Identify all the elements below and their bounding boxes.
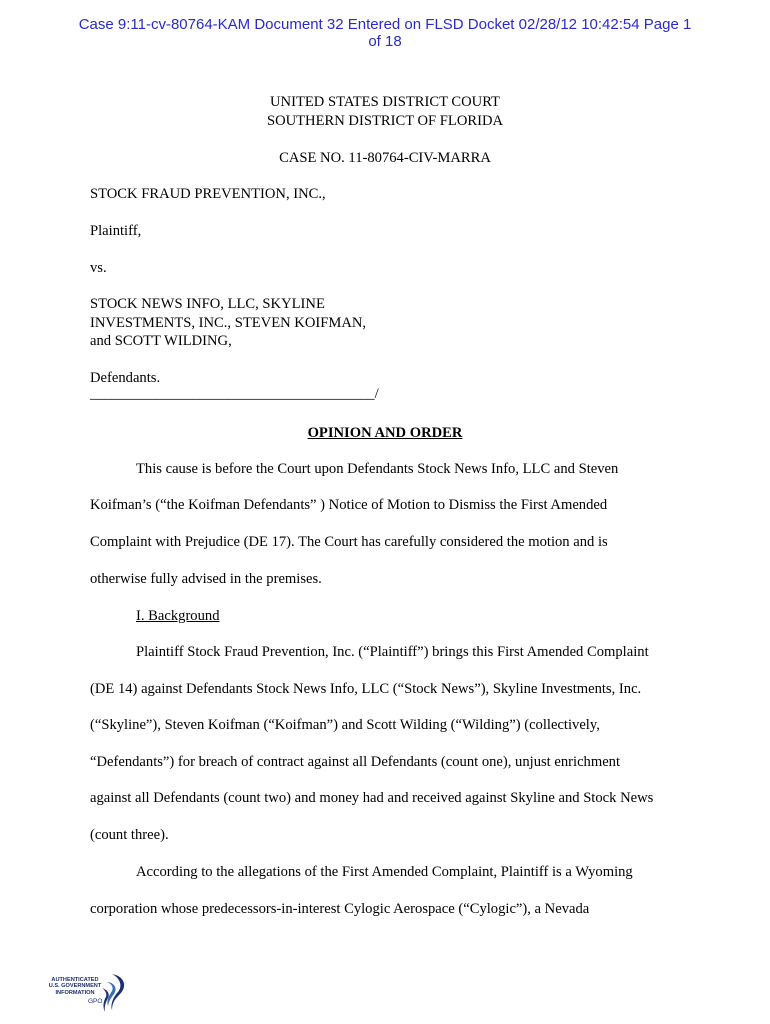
gpo-authentication-seal: [44, 972, 128, 1016]
docket-header-line1: Case 9:11-cv-80764-KAM Document 32 Entered on FLSD Docket 02/28/12 10:42:54 Page 1: [78, 16, 692, 33]
caption-separator: _______________________________________/: [90, 386, 379, 402]
seal-text-line2: U.S. GOVERNMENT: [48, 983, 102, 990]
paragraph-1-line-3: Complaint with Prejudice (DE 17). The Court has carefully considered the motion and is: [90, 534, 608, 550]
paragraph-2-line-1: Plaintiff Stock Fraud Prevention, Inc. (“Plaintiff”) brings this First Amended Complaint: [136, 644, 649, 660]
docket-header: [40, 16, 730, 50]
court-name-line1: UNITED STATES DISTRICT COURT: [270, 94, 500, 110]
seal-agency: GPO: [88, 998, 103, 1005]
section-heading: I. Background: [136, 608, 220, 624]
paragraph-2-line-2: (DE 14) against Defendants Stock News Info, LLC (“Stock News”), Skyline Investments, Inc.: [90, 681, 642, 697]
seal-text-line1: AUTHENTICATED: [51, 977, 99, 983]
paragraph-2-line-5: against all Defendants (count two) and money had and received against Skyline and Stock News: [90, 790, 654, 806]
paragraph-1-line-2: Koifman’s (“the Koifman Defendants” ) Notice of Motion to Dismiss the First Amended: [90, 497, 608, 513]
seal-text-line3: INFORMATION: [55, 989, 95, 996]
paragraph-2-line-6: (count three).: [90, 827, 169, 843]
docket-header-line2: of 18: [368, 33, 402, 50]
paragraph-3-line-1: According to the allegations of the First Amended Complaint, Plaintiff is a Wyoming: [136, 864, 633, 880]
document-title: OPINION AND ORDER: [307, 425, 463, 441]
paragraph-1-line-4: otherwise fully advised in the premises.: [90, 571, 322, 587]
paragraph-2-line-3: (“Skyline”), Steven Koifman (“Koifman”) and Scott Wilding (“Wilding”) (collectively,: [90, 717, 600, 733]
eagle-icon: [98, 972, 128, 1016]
paragraph-2-line-4: “Defendants”) for breach of contract against all Defendants (count one), unjust enrichment: [90, 754, 621, 770]
court-name-line2: SOUTHERN DISTRICT OF FLORIDA: [266, 113, 504, 129]
defendants-line2: INVESTMENTS, INC., STEVEN KOIFMAN,: [90, 315, 367, 331]
paragraph-1-line-1: This cause is before the Court upon Defendants Stock News Info, LLC and Steven: [136, 461, 619, 477]
plaintiff-label: Plaintiff,: [90, 223, 142, 239]
seal-text: [44, 977, 106, 996]
plaintiff-name: STOCK FRAUD PREVENTION, INC.,: [90, 186, 326, 202]
versus: vs.: [90, 260, 107, 276]
defendants-label: Defendants.: [90, 370, 161, 386]
defendants-line3: and SCOTT WILDING,: [90, 333, 232, 349]
defendants-line1: STOCK NEWS INFO, LLC, SKYLINE: [90, 296, 325, 312]
paragraph-3-line-2: corporation whose predecessors-in-interest Cylogic Aerospace (“Cylogic”), a Nevada: [90, 901, 590, 917]
case-number: CASE NO. 11-80764-CIV-MARRA: [279, 150, 491, 166]
